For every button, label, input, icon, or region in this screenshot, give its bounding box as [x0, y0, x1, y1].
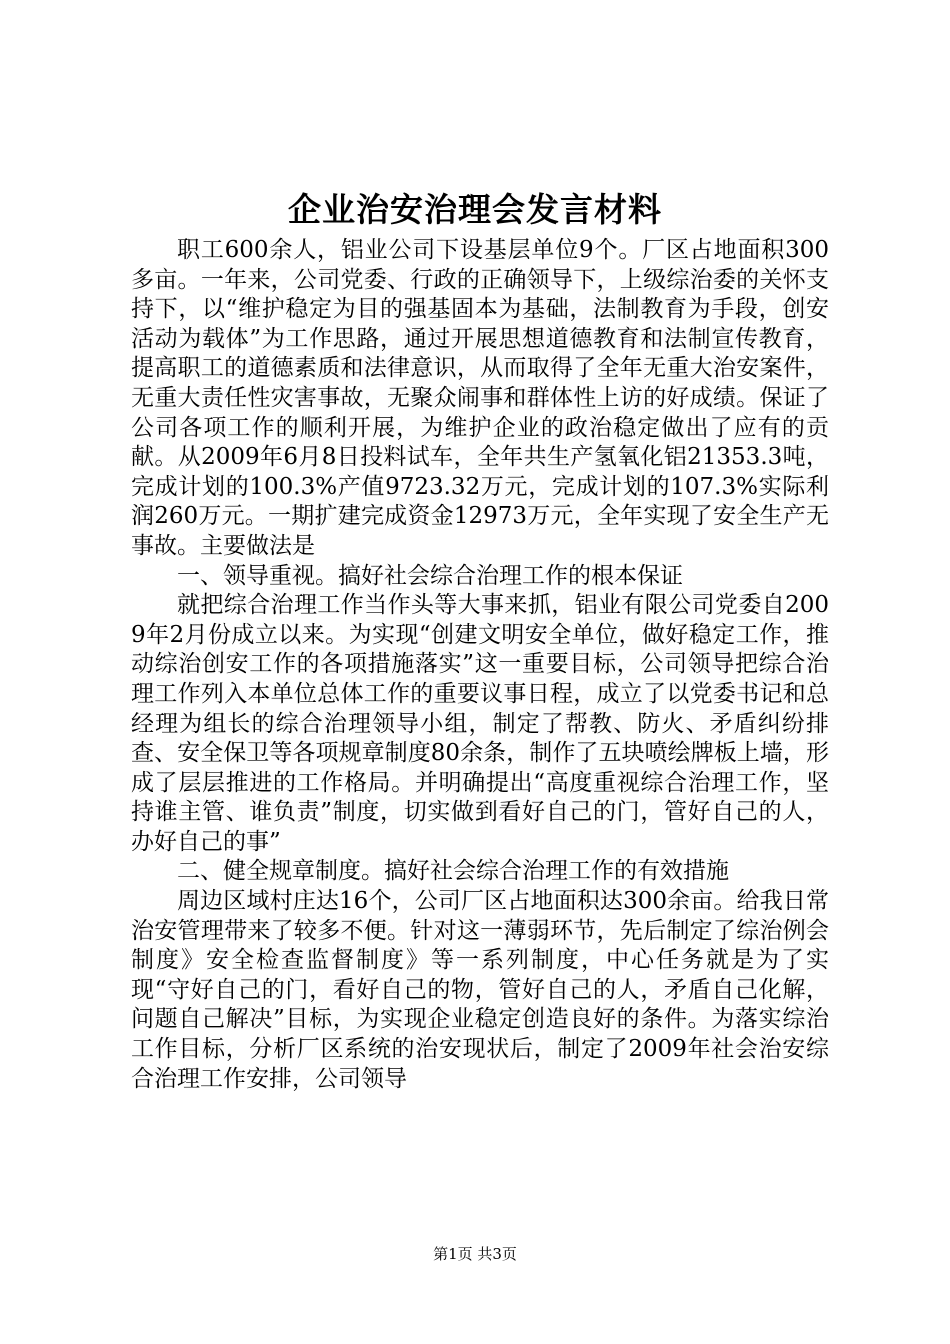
section-heading-2: 二、健全规章制度。搞好社会综合治理工作的有效措施	[177, 858, 729, 885]
paragraph-section-1: 就把综合治理工作当作头等大事来抓，铝业有限公司党委自2009年2月份成立以来。为实现“创建文明安全单位，做好稳定工作，推动综治创安工作的各项措施落实”这一重要目标，公司领导把综合治理工作列入本单位总体工作的重要议事日程，成立了以党委书记和总经理为组长的综合治理领导小组，制定了帮教、防火、矛盾纠纷排查、安全保卫等各项规章制度80余条，制作了五块喷绘牌板上墙，形成了层层推进的工作格局。并明确提出“高度重视综合治理工作，坚持谁主管、谁负责”制度，切实做到看好自己的门，管好自己的人，办好自己的事”	[131, 592, 829, 855]
paragraph-intro: 职工600余人，铝业公司下设基层单位9个。厂区占地面积300多亩。一年来，公司党委、行政的正确领导下，上级综治委的关怀支持下，以“维护稳定为目的强基固本为基础，法制教育为手段，创安活动为载体”为工作思路，通过开展思想道德教育和法制宣传教育，提高职工的道德素质和法律意识，从而取得了全年无重大治安案件，无重大责任性灾害事故，无聚众闹事和群体性上访的好成绩。保证了公司各项工作的顺利开展，为维护企业的政治稳定做出了应有的贡献。从2009年6月8日投料试车，全年共生产氢氧化铝21353.3吨，完成计划的100.3%产值9723.32万元，完成计划的107.3%实际利润260万元。一期扩建完成资金12973万元，全年实现了安全生产无事故。主要做法是	[131, 237, 829, 559]
page-number-footer: 第1页 共3页	[433, 1245, 517, 1263]
paragraph-section-2: 周边区域村庄达16个，公司厂区占地面积达300余亩。给我日常治安管理带来了较多不便。针对这一薄弱环节，先后制定了综治例会制度》安全检查监督制度》等一系列制度，中心任务就是为了实现“守好自己的门，看好自己的物，管好自己的人，矛盾自己化解，问题自己解决”目标，为实现企业稳定创造良好的条件。为落实综治工作目标，分析厂区系统的治安现状后，制定了2009年社会治安综合治理工作安排，公司领导	[131, 888, 829, 1092]
document-body	[131, 236, 829, 1094]
document-title: 企业治安治理会发言材料	[288, 190, 662, 229]
section-heading-1: 一、领导重视。搞好社会综合治理工作的根本保证	[177, 562, 683, 589]
